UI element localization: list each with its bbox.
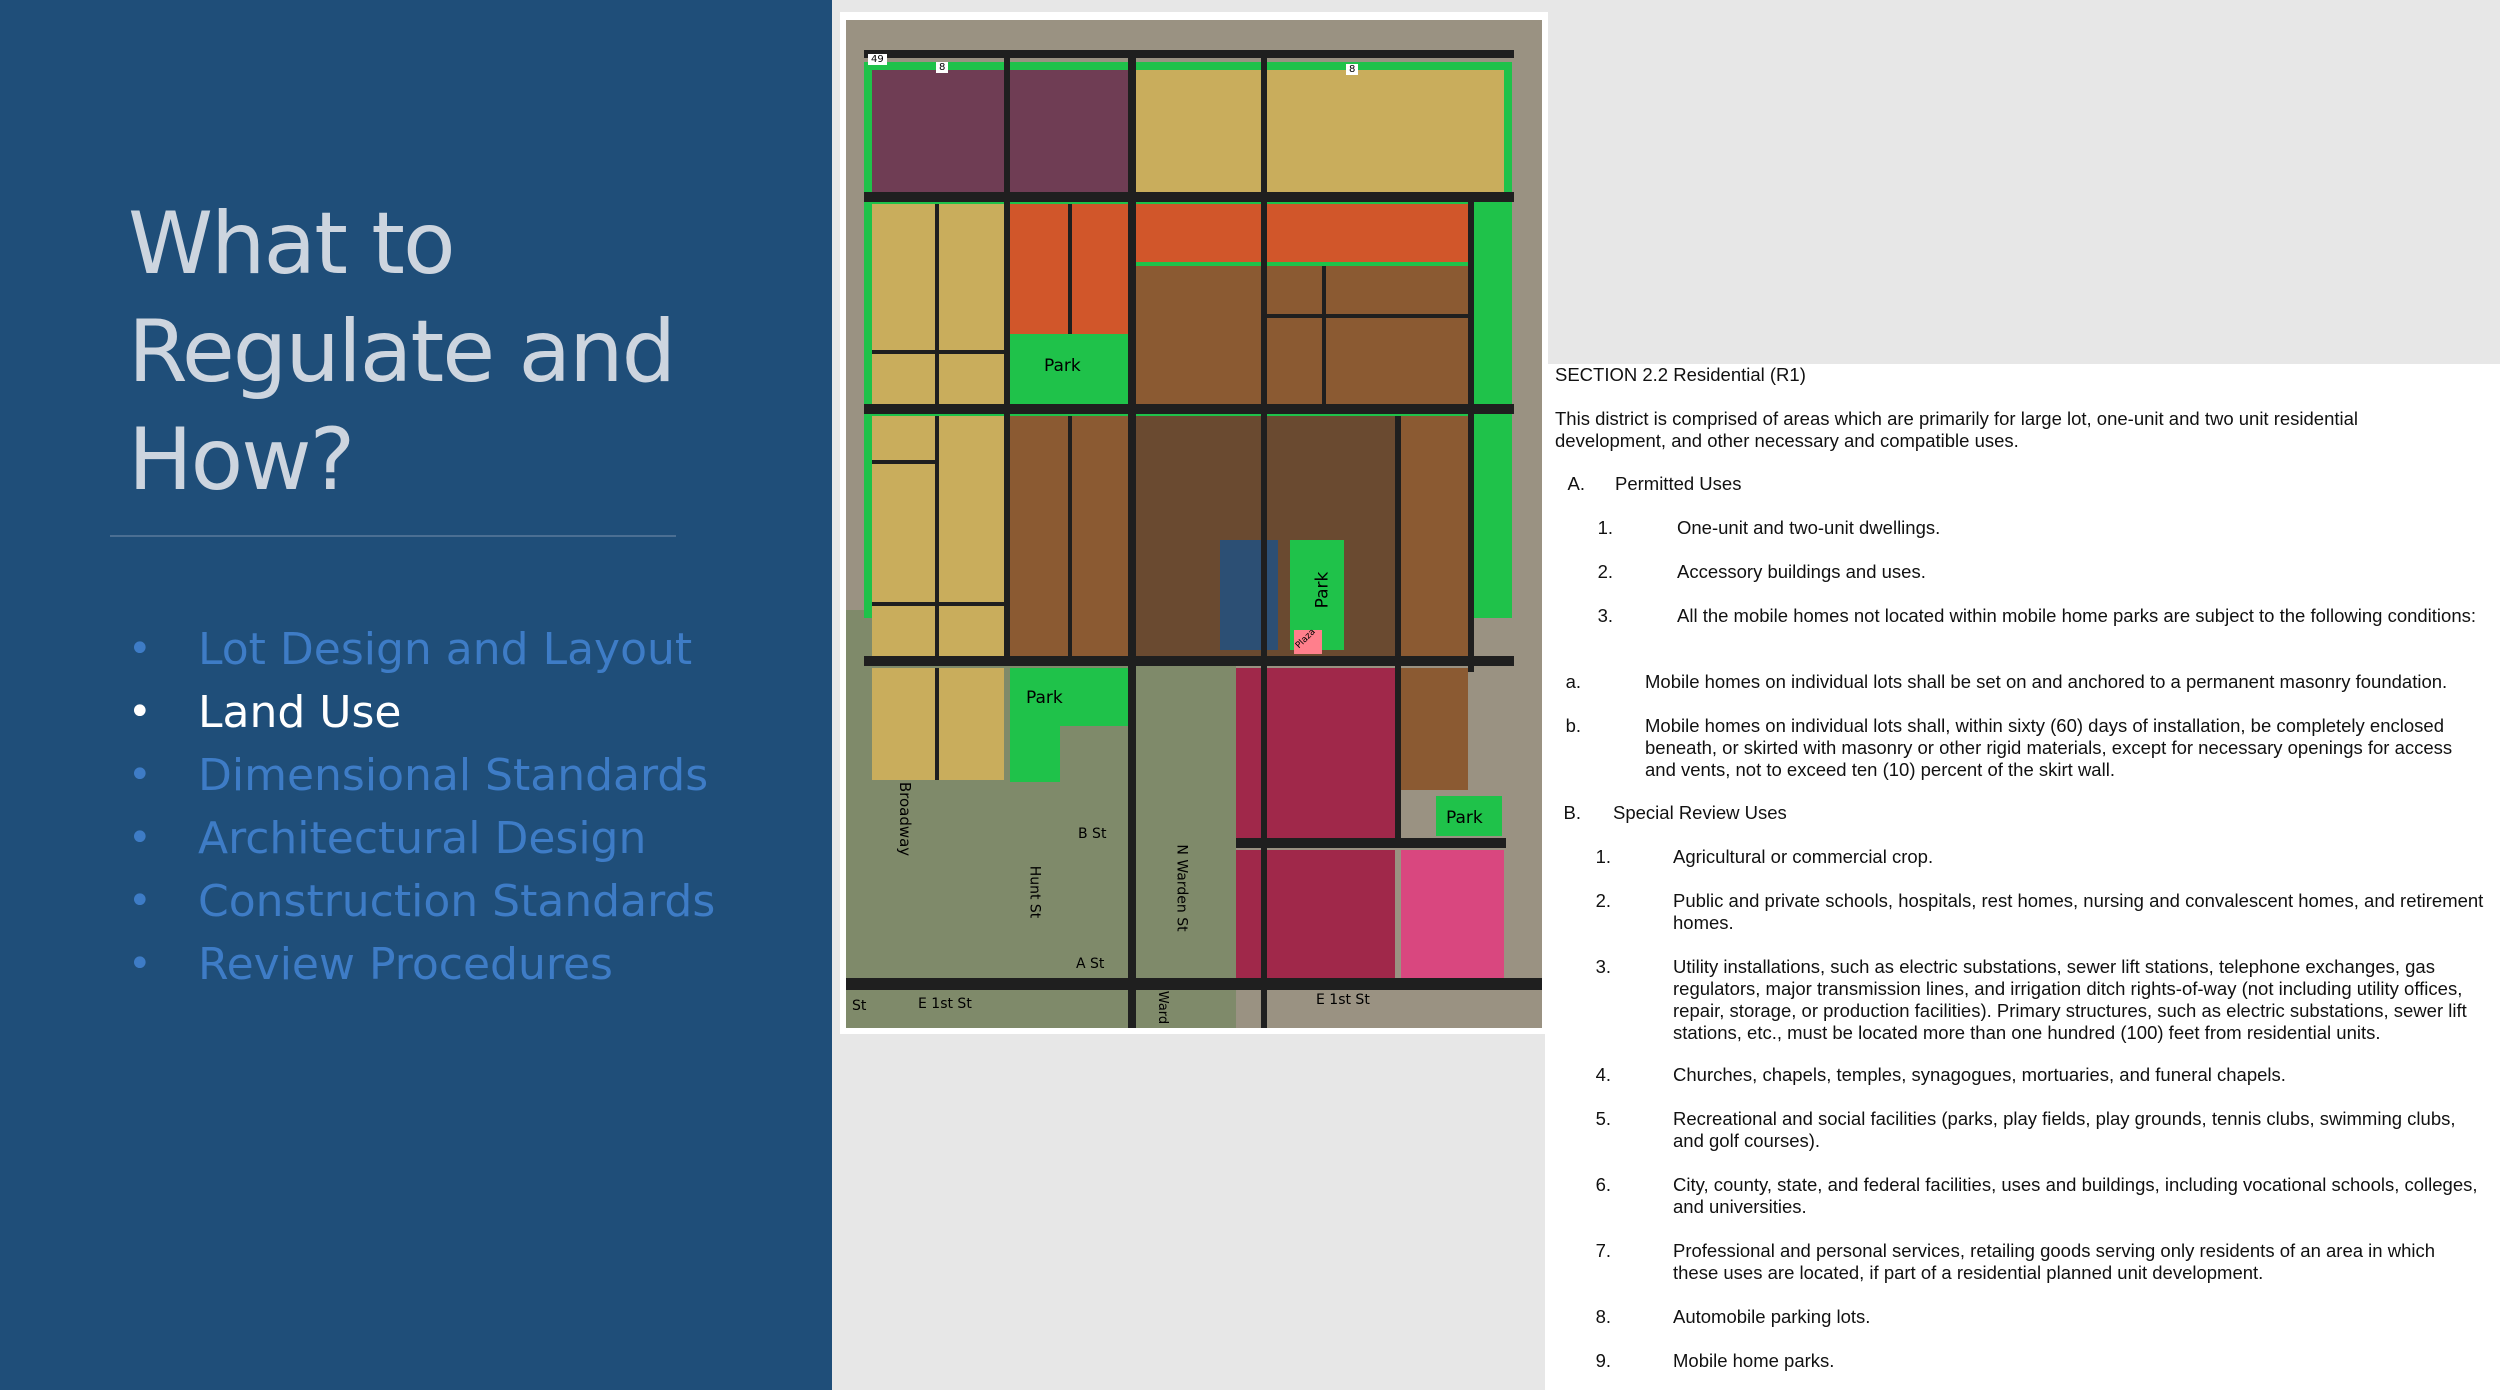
topic-item-lot-design-and-layout[interactable] <box>128 618 715 681</box>
road <box>1068 204 1072 334</box>
topic-label: Land Use <box>198 687 402 738</box>
topic-item-review-procedures[interactable] <box>128 933 715 996</box>
map-label-hwy-3: 8 <box>1346 64 1358 75</box>
special-review-use-4-text: Churches, chapels, temples, synagogues, mortuaries, and funeral chapels. <box>1673 1064 2286 1085</box>
road <box>846 978 1542 990</box>
topic-label: Review Procedures <box>198 939 613 990</box>
road <box>864 192 1514 202</box>
lot-brown-2 <box>1267 266 1468 404</box>
special-review-use-5-text: Recreational and social facilities (parks, play fields, play grounds, tennis clubs, swimming clubs, and golf courses). <box>1673 1108 2456 1151</box>
map-label-ward: Ward <box>1155 990 1171 1025</box>
road <box>1128 56 1136 1028</box>
special-review-use-4-number: 4. <box>1595 1064 1611 1085</box>
topic-label: Dimensional Standards <box>198 750 709 801</box>
sidebar-panel <box>0 0 832 1390</box>
lot-tan-1 <box>1136 70 1261 192</box>
special-review-use-9-text: Mobile home parks. <box>1673 1350 1835 1371</box>
permitted-use-2-text: Accessory buildings and uses. <box>1677 561 1926 582</box>
road <box>1004 56 1010 656</box>
lot-crimson-1 <box>1236 668 1395 838</box>
permitted-uses-heading-number: A. <box>1567 473 1585 494</box>
road <box>1267 314 1468 318</box>
slide-title: What to Regulate and How? <box>128 194 675 510</box>
road <box>864 656 1514 666</box>
road <box>935 416 939 656</box>
special-review-use-5-number: 5. <box>1595 1108 1611 1129</box>
special-review-use-2-number: 2. <box>1595 890 1611 911</box>
map-label-park-4: Park <box>1446 808 1483 828</box>
lot-brown-4 <box>1401 416 1468 656</box>
special-review-use-6-number: 6. <box>1595 1174 1611 1195</box>
map-label-hwy-2: 8 <box>936 62 948 73</box>
map-label-st: St <box>852 998 867 1014</box>
permitted-use-3-text: All the mobile homes not located within mobile home parks are subject to the following conditions: <box>1677 605 2477 626</box>
map-label-plaza: Plaza <box>1293 627 1318 651</box>
mobile-home-condition-b-number: b. <box>1565 715 1581 736</box>
special-review-use-8-number: 8. <box>1595 1306 1611 1327</box>
topic-item-dimensional-standards[interactable] <box>128 744 715 807</box>
topic-item-construction-standards[interactable] <box>128 870 715 933</box>
bullet-icon: • <box>128 689 152 735</box>
special-review-use-7-number: 7. <box>1595 1240 1611 1261</box>
lot-brown-1 <box>1136 266 1261 404</box>
permitted-uses-heading-text: Permitted Uses <box>1615 473 1742 494</box>
map-label-park-3: Park <box>1026 688 1063 708</box>
title-divider <box>110 535 676 537</box>
lot-pink <box>1401 850 1504 978</box>
road <box>1468 192 1474 672</box>
road <box>935 204 939 404</box>
special-review-use-7-text: Professional and personal services, retailing goods serving only residents of an area in which these uses are located, if part of a residential planned unit development. <box>1673 1240 2436 1283</box>
special-review-use-3-number: 3. <box>1595 956 1611 977</box>
lot-purple-2 <box>1010 70 1128 192</box>
map-label-e-1st-st-2: E 1st St <box>1316 992 1370 1008</box>
land-use-map <box>846 20 1542 1028</box>
special-review-use-9-number: 9. <box>1595 1350 1611 1371</box>
map-label-e-1st-st-1: E 1st St <box>918 996 972 1012</box>
road <box>1322 266 1326 404</box>
special-review-use-2-text: Public and private schools, hospitals, rest homes, nursing and convalescent homes, and retirement homes. <box>1673 890 2484 933</box>
topic-label: Architectural Design <box>198 813 647 864</box>
permitted-use-1-text: One-unit and two-unit dwellings. <box>1677 517 1941 538</box>
lot-crimson-2 <box>1236 850 1395 978</box>
road <box>872 460 936 464</box>
topic-list <box>128 618 715 996</box>
special-review-use-3-text: Utility installations, such as electric substations, sewer lift stations, telephone exchanges, gas regulators, major transmission lines, and irrigation ditch rights-of-way (not including utility offices, repair, storage, or production facilities). Primary structures, such as electric substations, sewer lift stations, etc., must be located more than one hundred (100) feet from residential units. <box>1673 956 2467 1043</box>
mobile-home-condition-a-number: a. <box>1565 671 1581 692</box>
bullet-icon: • <box>128 941 152 987</box>
bullet-icon: • <box>128 626 152 672</box>
road <box>1068 416 1072 656</box>
topic-item-land-use[interactable] <box>128 681 715 744</box>
topic-label: Construction Standards <box>198 876 716 927</box>
lot-blue <box>1220 540 1278 650</box>
permitted-use-3-number: 3. <box>1597 605 1613 626</box>
topic-label: Lot Design and Layout <box>198 624 693 675</box>
road <box>872 602 1004 606</box>
special-review-use-8-text: Automobile parking lots. <box>1673 1306 1871 1327</box>
bullet-icon: • <box>128 752 152 798</box>
map-label-park-2: Park <box>1312 571 1333 609</box>
road <box>864 50 1514 58</box>
lot-brown-5 <box>1401 668 1468 790</box>
topic-item-architectural-design[interactable] <box>128 807 715 870</box>
map-label-a-st: A St <box>1076 956 1105 972</box>
lot-orange-3 <box>1267 204 1468 262</box>
road <box>1236 838 1506 848</box>
permitted-use-2-number: 2. <box>1597 561 1613 582</box>
road <box>872 350 1004 354</box>
road <box>1261 56 1267 1028</box>
map-label-hwy-1: 49 <box>868 54 887 65</box>
special-review-use-1-number: 1. <box>1595 846 1611 867</box>
mobile-home-condition-a-text: Mobile homes on individual lots shall be set on and anchored to a permanent masonry foundation. <box>1645 671 2448 692</box>
road <box>1395 416 1401 846</box>
mobile-home-condition-b-text: Mobile homes on individual lots shall, within sixty (60) days of installation, be completely enclosed beneath, or skirted with masonry or other rigid materials, except for necessary openings for access and vents, not to exceed ten (10) percent of the skirt wall. <box>1645 715 2453 780</box>
map-label-b-st: B St <box>1078 826 1107 842</box>
map-label-hunt-st: Hunt St <box>1026 865 1043 919</box>
section-intro: This district is comprised of areas which are primarily for large lot, one-unit and two unit residential development, and other necessary and compatible uses. <box>1555 408 2359 451</box>
bullet-icon: • <box>128 878 152 924</box>
lot-orange-2 <box>1136 204 1261 262</box>
road <box>935 668 939 780</box>
map-label-n-warden-st: N Warden St <box>1173 844 1190 932</box>
map-label-broadway: Broadway <box>896 781 915 857</box>
special-review-use-1-text: Agricultural or commercial crop. <box>1673 846 1934 867</box>
permitted-use-1-number: 1. <box>1597 517 1613 538</box>
special-review-use-6-text: City, county, state, and federal facilities, uses and buildings, including vocational schools, colleges, and universities. <box>1673 1174 2478 1217</box>
zoning-document <box>1545 364 2500 1390</box>
lot-tan-2 <box>1267 70 1504 192</box>
road <box>864 404 1514 414</box>
bullet-icon: • <box>128 815 152 861</box>
special-review-heading-text: Special Review Uses <box>1613 802 1787 823</box>
lot-purple-1 <box>872 70 1004 192</box>
park-3b <box>1010 726 1060 782</box>
special-review-heading-number: B. <box>1563 802 1581 823</box>
section-heading: SECTION 2.2 Residential (R1) <box>1555 364 1806 385</box>
map-label-park-1: Park <box>1044 356 1081 376</box>
